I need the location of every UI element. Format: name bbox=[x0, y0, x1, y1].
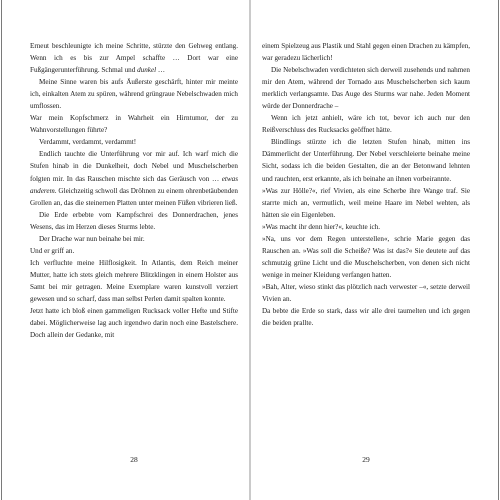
paragraph: »Was zur Hölle?«, rief Vivien, als eine Scherbe ihre Wange traf. Sie starrte mich an, vermutlich, weil meine Haare im Nebel wehten, als hätten sie ein Eigenleben. bbox=[262, 186, 470, 219]
page-number-left: 28 bbox=[130, 455, 138, 464]
page-number-right: 29 bbox=[362, 455, 370, 464]
paragraph: Verdammt, verdammt, verdammt! bbox=[39, 138, 137, 147]
paragraph: War mein Kopfschmerz in Wahrheit ein Hirntumor, der zu Wahnvorstellungen führte? bbox=[30, 114, 238, 135]
paragraph: einem Spielzeug aus Plastik und Stahl gegen einen Drachen zu kämpfen, war geradezu lächerlich! bbox=[262, 42, 471, 63]
paragraph: Und er griff an. bbox=[30, 246, 75, 255]
left-page bbox=[30, 40, 238, 464]
paragraph: Ich verfluchte meine Hilflosigkeit. In Atlantis, dem Reich meiner Mutter, hatte ich stets gleich mehrere Blitzklingen in einem Holster aus Samt bei mir getragen. Meine Exemplare waren kunstvoll verziert gewesen und so scharf, dass man selbst Perlen damit spalten konnte. bbox=[30, 258, 238, 303]
right-page-body bbox=[262, 40, 470, 329]
right-page bbox=[262, 40, 470, 464]
paragraph: Meine Sinne waren bis aufs Äußerste geschärft, hinter mir meinte ich, einkalten Atem zu spüren, während grüngraue Nebelschwaden mich umflossen. bbox=[30, 78, 238, 111]
paragraph: Jetzt hatte ich bloß einen gammeligen Rucksack voller Hefte und Stifte dabei. Möglicherweise lag auch irgendwo darin noch eine Bastelschere. Doch allein der Gedanke, mit bbox=[30, 307, 238, 340]
right-page-edge bbox=[498, 0, 499, 500]
paragraph: Die Erde erbebte vom Kampfschrei des Donnerdrachen, jenes Wesens, das im Herzen dieses Sturms lebte. bbox=[30, 210, 238, 231]
paragraph: Da bebte die Erde so stark, dass wir alle drei taumelten und ich gegen die beiden prallte. bbox=[262, 307, 470, 328]
paragraph: Der Drache war nun beinahe bei mir. bbox=[39, 234, 145, 243]
book-gutter bbox=[249, 0, 251, 500]
paragraph: Endlich tauchte die Unterführung vor mir auf. Ich warf mich die Stufen hinab in die Dunkelheit, doch Nebel und Muschelscherben folgten mir. In das Rauschen mischte sich das Geräusch von … etwas anderem. Gleichzeitig schwoll das Dröhnen zu einem ohrenbetäubenden Grollen an, das die steinernen Platten unter meinen Füßen vibrieren ließ. bbox=[30, 150, 238, 207]
left-page-body bbox=[30, 40, 238, 341]
paragraph: Erneut beschleunigte ich meine Schritte, stürzte den Gehweg entlang. Wenn ich es bis zur Ampel schaffte … Dort war eine Fußgängerunterführung. Schmal und dunkel … bbox=[30, 42, 238, 75]
paragraph: »Bah, Alter, wieso stinkt das plötzlich nach verwester –«, setzte derweil Vivien an. bbox=[262, 282, 470, 303]
paragraph: »Na, uns vor dem Regen unterstellen«, schrie Marie gegen das Rauschen an. »Was soll die Scheiße? Was ist das?« Sie deutete auf das schmutzig grüne Licht und die Muschelscherben, von denen sich nicht wenige in meiner Kleidung verfangen hatten. bbox=[262, 234, 470, 279]
paragraph: Blindlings stürzte ich die letzten Stufen hinab, mitten ins Dämmerlicht der Unterführung. Der Nebel verschleierte beinahe meine Sicht, sodass ich die beiden Gestalten, die an der Betonwand lehnten und rauchten, erst erkannte, als ich beinahe an ihnen vorbeirannte. bbox=[262, 138, 470, 183]
paragraph: »Was macht ihr denn hier?«, keuchte ich. bbox=[262, 222, 380, 231]
left-page-edge bbox=[1, 0, 2, 500]
paragraph: Wenn ich jetzt anhielt, wäre ich tot, bevor ich auch nur den Reißverschluss des Rucksacks geöffnet hätte. bbox=[262, 114, 470, 135]
paragraph: Die Nebelschwaden verdichteten sich derweil zusehends und nahmen mir den Atem, während der Tornado aus Muschelscherben sich kaum merklich verlangsamte. Das Auge des Sturms war nahe. Jeden Moment würde der Donnerdrache – bbox=[262, 66, 470, 111]
